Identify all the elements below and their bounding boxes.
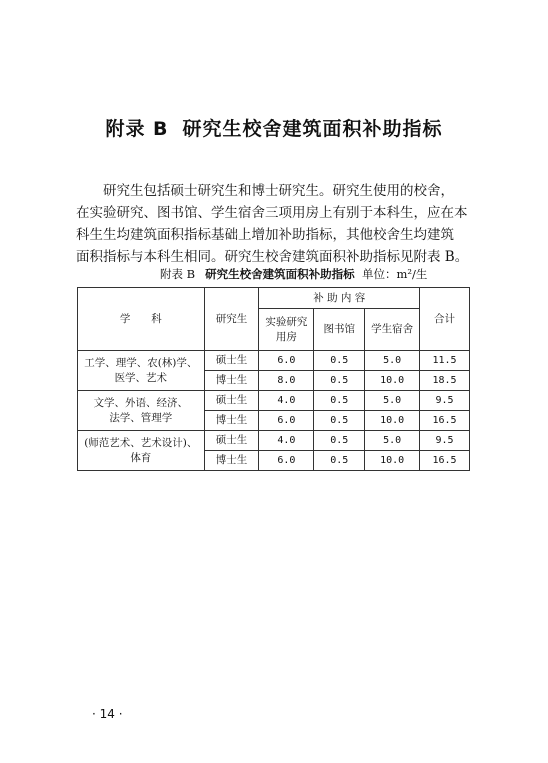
library-cell: 0.5 — [314, 431, 365, 451]
student-cell: 硕士生 — [204, 431, 259, 451]
header-discipline: 学 科 — [78, 288, 205, 351]
total-cell: 9.5 — [420, 431, 470, 451]
table-caption — [76, 266, 472, 284]
lab-cell: 4.0 — [259, 391, 314, 411]
dorm-cell: 10.0 — [365, 411, 420, 431]
discipline-cell: 文学、外语、经济、 法学、管理学 — [78, 391, 205, 431]
page-number: · 14 · — [92, 707, 123, 721]
table-row — [78, 391, 470, 411]
subsidy-table — [77, 287, 470, 471]
header-student: 研究生 — [204, 288, 259, 351]
table-title: 研究生校舍建筑面积补助指标 — [205, 267, 355, 281]
paragraph-line: 科生生均建筑面积指标基础上增加补助指标，其他校舍生均建筑 — [76, 227, 454, 243]
total-cell: 11.5 — [420, 351, 470, 371]
lab-cell: 4.0 — [259, 431, 314, 451]
table-unit: 单位：m²/生 — [362, 267, 428, 281]
dorm-cell: 5.0 — [365, 431, 420, 451]
library-cell: 0.5 — [314, 351, 365, 371]
header-library: 图书馆 — [314, 309, 365, 351]
library-cell: 0.5 — [314, 371, 365, 391]
student-cell: 博士生 — [204, 411, 259, 431]
student-cell: 博士生 — [204, 451, 259, 471]
discipline-cell: (师范艺术、艺术设计)、 体育 — [78, 431, 205, 471]
student-cell: 博士生 — [204, 371, 259, 391]
dorm-cell: 10.0 — [365, 451, 420, 471]
intro-paragraph — [76, 180, 472, 268]
lab-cell: 6.0 — [259, 351, 314, 371]
paragraph-line: 在实验研究、图书馆、学生宿舍三项用房上有别于本科生，应在本 — [76, 205, 468, 221]
table-row — [78, 351, 470, 371]
library-cell: 0.5 — [314, 411, 365, 431]
total-cell: 9.5 — [420, 391, 470, 411]
dorm-cell: 10.0 — [365, 371, 420, 391]
header-dorm: 学生宿舍 — [365, 309, 420, 351]
library-cell: 0.5 — [314, 451, 365, 471]
total-cell: 16.5 — [420, 411, 470, 431]
dorm-cell: 5.0 — [365, 351, 420, 371]
appendix-heading — [0, 114, 548, 141]
table-row — [78, 431, 470, 451]
table-number: 附表 B — [160, 267, 196, 281]
header-lab: 实验研究 用房 — [259, 309, 314, 351]
library-cell: 0.5 — [314, 391, 365, 411]
student-cell: 硕士生 — [204, 351, 259, 371]
student-cell: 硕士生 — [204, 391, 259, 411]
lab-cell: 6.0 — [259, 411, 314, 431]
header-total: 合计 — [420, 288, 470, 351]
appendix-label: 附录 B — [105, 118, 169, 140]
discipline-cell: 工学、理学、农(林)学、 医学、艺术 — [78, 351, 205, 391]
header-subsidy: 补 助 内 容 — [259, 288, 420, 309]
total-cell: 18.5 — [420, 371, 470, 391]
appendix-title: 研究生校舍建筑面积补助指标 — [182, 118, 443, 140]
lab-cell: 8.0 — [259, 371, 314, 391]
total-cell: 16.5 — [420, 451, 470, 471]
lab-cell: 6.0 — [259, 451, 314, 471]
paragraph-line: 面积指标与本科生相同。研究生校舍建筑面积补助指标见附表 B。 — [76, 249, 469, 265]
dorm-cell: 5.0 — [365, 391, 420, 411]
paragraph-line: 研究生包括硕士研究生和博士研究生。研究生使用的校舍， — [103, 183, 454, 199]
